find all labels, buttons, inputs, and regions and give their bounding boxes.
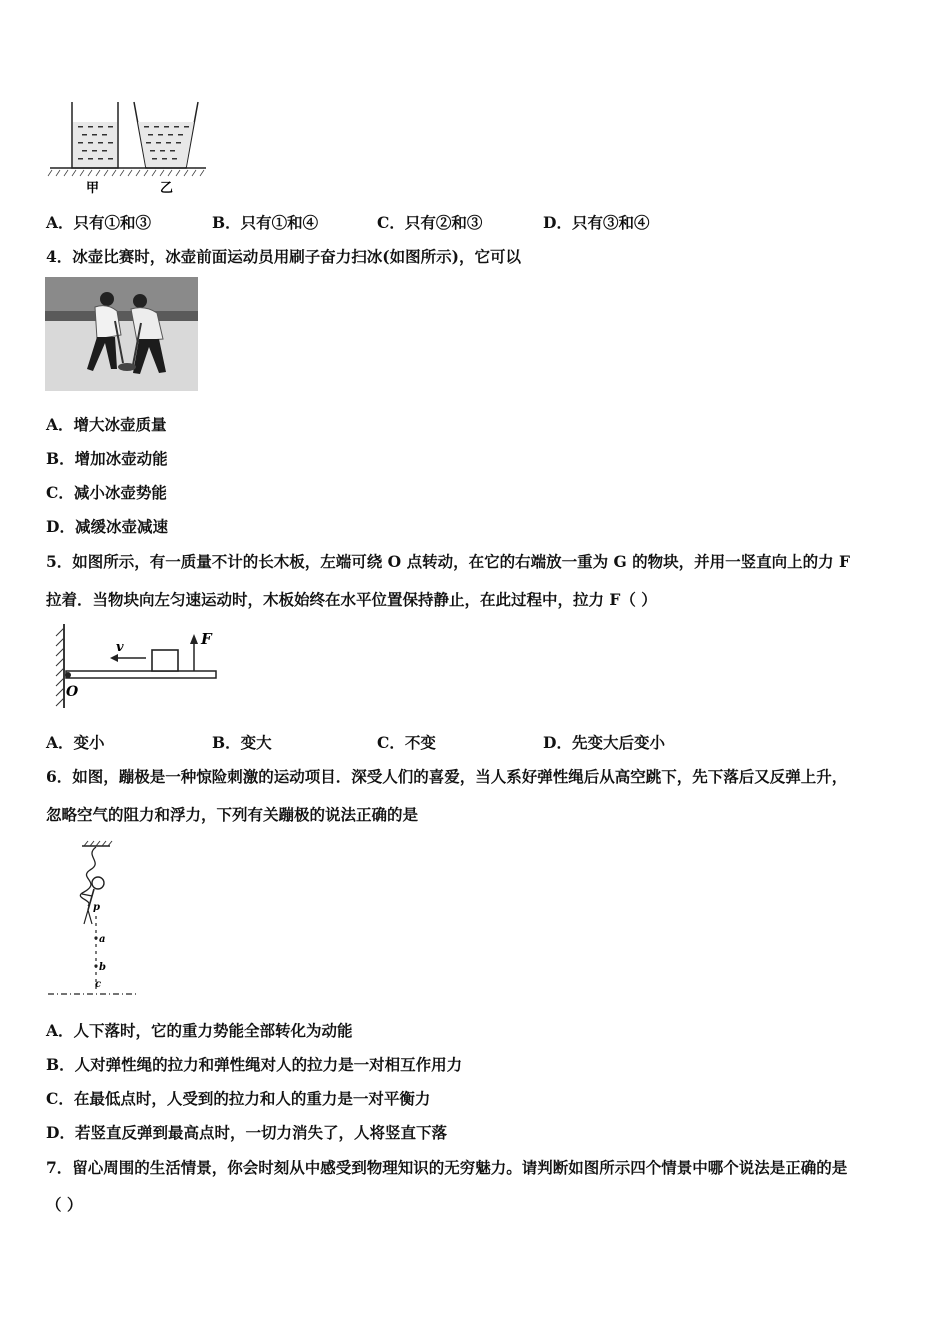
q5-option-c: C．不变: [377, 733, 436, 752]
q5-stem-line1: 5．如图所示，有一质量不计的长木板，左端可绕 O 点转动，在它的右端放一重为 G 的物块，并用一竖直向上的力 F: [46, 552, 851, 571]
q4-stem: 4．冰壶比赛时，冰壶前面运动员用刷子奋力扫冰(如图所示)，它可以: [46, 247, 521, 266]
q5-option-b: B．变大: [212, 733, 272, 752]
q6-option-a: A．人下落时，它的重力势能全部转化为动能: [46, 1021, 353, 1040]
q3-option-c: C．只有②和③: [377, 213, 483, 232]
q5-option-d: D．先变大后变小: [543, 733, 665, 752]
beakers-figure: [46, 100, 216, 195]
q7-stem-line1: 7．留心周围的生活情景，你会时刻从中感受到物理知识的无穷魅力。请判断如图所示四个情景中哪个说法是正确的是: [46, 1158, 848, 1177]
q5-stem-line2: 拉着．当物块向左匀速运动时，木板始终在水平位置保持静止，在此过程中，拉力 F（ ）: [46, 590, 657, 609]
q3-option-a: A．只有①和③: [46, 213, 152, 232]
q6-option-d: D．若竖直反弹到最高点时，一切力消失了，人将竖直下落: [46, 1123, 447, 1142]
bungee-figure: [44, 838, 144, 998]
q7-stem-line2: （ ）: [46, 1195, 83, 1214]
q3-option-d: D．只有③和④: [543, 213, 650, 232]
q3-option-b: B．只有①和④: [212, 213, 319, 232]
label-jia: 甲: [86, 181, 100, 196]
q6-option-c: C．在最低点时，人受到的拉力和人的重力是一对平衡力: [46, 1089, 431, 1108]
lever-figure: [44, 620, 224, 712]
q6-option-b: B．人对弹性绳的拉力和弹性绳对人的拉力是一对相互作用力: [46, 1055, 463, 1074]
point-c-label: c: [95, 979, 102, 990]
q4-option-b: B．增加冰壶动能: [46, 449, 168, 468]
label-yi: 乙: [160, 181, 174, 196]
q6-stem-line1: 6．如图，蹦极是一种惊险刺激的运动项目．深受人们的喜爱，当人系好弹性绳后从高空跳下，先下落后又反弹上升，: [46, 767, 848, 786]
q5-option-a: A．变小: [46, 733, 105, 752]
point-b-label: b: [99, 962, 106, 973]
pivot-label: O: [66, 684, 79, 700]
q4-option-d: D．减缓冰壶减速: [46, 517, 168, 536]
q4-option-c: C．减小冰壶势能: [46, 483, 167, 502]
curling-photo: [45, 277, 198, 391]
point-a-label: a: [99, 934, 106, 945]
q4-option-a: A．增大冰壶质量: [46, 415, 167, 434]
force-label: F: [201, 630, 212, 648]
q6-stem-line2: 忽略空气的阻力和浮力，下列有关蹦极的说法正确的是: [46, 805, 419, 824]
point-p-label: p: [93, 902, 100, 913]
velocity-label: v: [116, 640, 124, 655]
